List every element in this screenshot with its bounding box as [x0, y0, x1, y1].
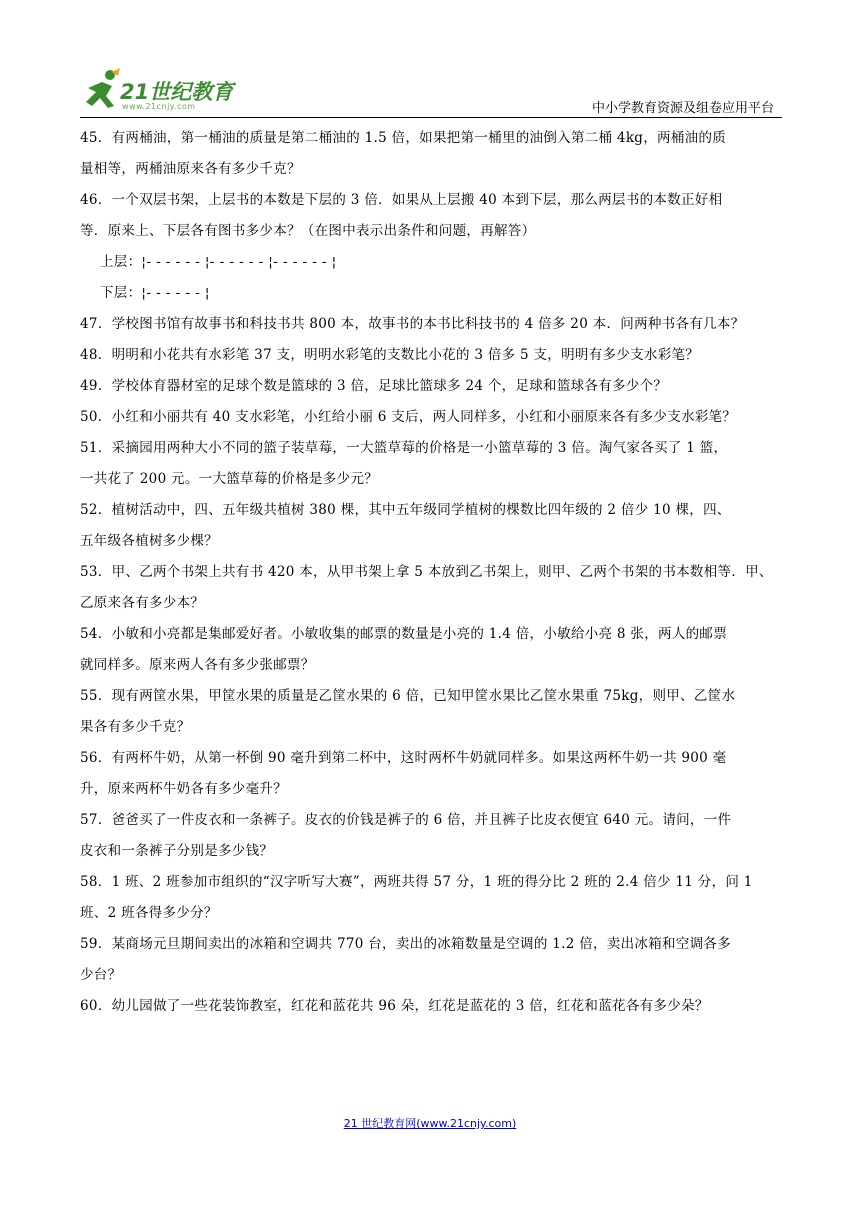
question-line-2: 乙原来各有多少本？: [80, 595, 205, 611]
question-45: [80, 123, 782, 185]
question-line-1: 学校体育器材室的足球个数是篮球的 3 倍，足球比篮球多 24 个，足球和篮球各有多少个？: [111, 378, 668, 394]
header-divider: [80, 117, 782, 118]
question-50: [80, 402, 782, 433]
question-47: [80, 309, 782, 340]
question-line-1: 幼儿园做了一些花装饰教室，红花和蓝花共 96 朵，红花是蓝花的 3 倍，红花和蓝花各有多少朵？: [111, 998, 709, 1014]
logo: [80, 64, 280, 116]
question-number: 57．: [80, 812, 112, 828]
question-56: [80, 743, 782, 805]
diagram-lower-row: [80, 278, 782, 309]
question-49: [80, 371, 782, 402]
question-46: [80, 185, 782, 247]
question-line-2: 皮衣和一条裤子分别是多少钱？: [80, 843, 274, 859]
diagram-lower-bar: ¦- - - - - - ¦: [141, 285, 210, 301]
question-line-2: 一共花了 200 元。一大篮草莓的价格是多少元？: [80, 471, 379, 487]
question-line-1: 某商场元旦期间卖出的冰箱和空调共 770 台，卖出的冰箱数量是空调的 1.2 倍，卖出冰箱和空调各多: [111, 936, 731, 952]
question-line-1: 有两杯牛奶，从第一杯倒 90 毫升到第二杯中，这时两杯牛奶就同样多。如果这两杯牛奶一共 900 毫: [111, 750, 727, 766]
logo-text: 21世纪教育: [120, 80, 234, 104]
question-line-1: 采摘园用两种大小不同的篮子装草莓，一大篮草莓的价格是一小篮草莓的 3 倍。淘气家各买了 1 篮，: [111, 440, 728, 456]
question-57: [80, 805, 782, 867]
question-60: [80, 991, 782, 1022]
question-number: 52．: [80, 502, 112, 518]
diagram-upper-label: 上层：: [100, 254, 142, 270]
question-line-2: 班、2 班各得多少分？: [80, 905, 218, 921]
question-number: 60．: [80, 998, 112, 1014]
question-number: 50．: [80, 409, 112, 425]
diagram-upper-row: [80, 247, 782, 278]
logo-url: www.21cnjy.com: [122, 102, 196, 111]
question-line-1: 甲、乙两个书架上共有书 420 本，从甲书架上拿 5 本放到乙书架上，则甲、乙两个书架的书本数相等．甲、: [111, 564, 773, 580]
question-48: [80, 340, 782, 371]
question-number: 48．: [80, 347, 112, 363]
question-number: 47．: [80, 316, 112, 332]
question-line-2: 升，原来两杯牛奶各有多少毫升？: [80, 781, 287, 797]
question-line-2: 量相等，两桶油原来各有多少千克？: [80, 161, 301, 177]
question-number: 49．: [80, 378, 112, 394]
page-footer: [0, 1112, 860, 1131]
question-line-2: 等．原来上、下层各有图书多少本？（在图中表示出条件和问题，再解答）: [80, 223, 536, 239]
question-line-1: 植树活动中，四、五年级共植树 380 棵，其中五年级同学植树的棵数比四年级的 2 倍少 10 棵，四、: [111, 502, 731, 518]
question-line-1: 1 班、2 班参加市组织的“汉字听写大赛”，两班共得 57 分，1 班的得分比 2 班的 2.4 倍少 11 分，问 1: [111, 874, 753, 890]
question-number: 46．: [80, 192, 112, 208]
question-52: [80, 495, 782, 557]
question-55: [80, 681, 782, 743]
question-number: 56．: [80, 750, 112, 766]
diagram-upper-bar: ¦- - - - - - ¦- - - - - - ¦- - - - - - ¦: [141, 254, 337, 270]
question-line-2: 五年级各植树多少棵？: [80, 533, 218, 549]
question-list: [80, 123, 782, 1022]
question-51: [80, 433, 782, 495]
question-line-1: 小敏和小亮都是集邮爱好者。小敏收集的邮票的数量是小亮的 1.4 倍，小敏给小亮 8 张，两人的邮票: [111, 626, 728, 642]
question-number: 58．: [80, 874, 112, 890]
question-59: [80, 929, 782, 991]
question-line-2: 果各有多少千克？: [80, 719, 191, 735]
question-line-1: 有两桶油，第一桶油的质量是第二桶油的 1.5 倍，如果把第一桶里的油倒入第二桶 4kg，两桶油的质: [111, 130, 727, 146]
question-58: [80, 867, 782, 929]
diagram-lower-label: 下层：: [100, 285, 142, 301]
question-54: [80, 619, 782, 681]
question-number: 45．: [80, 130, 112, 146]
question-line-1: 现有两筐水果，甲筐水果的质量是乙筐水果的 6 倍，已知甲筐水果比乙筐水果重 75kg，则甲、乙筐水: [111, 688, 736, 704]
page-header: [80, 64, 780, 118]
question-line-1: 一个双层书架，上层书的本数是下层的 3 倍．如果从上层搬 40 本到下层，那么两层书的本数正好相: [111, 192, 723, 208]
footer-link[interactable]: 21 世纪教育网(www.21cnjy.com): [343, 1117, 517, 1130]
question-line-1: 爸爸买了一件皮衣和一条裤子。皮衣的价钱是裤子的 6 倍，并且裤子比皮衣便宜 640 元。请问，一件: [111, 812, 732, 828]
question-line-1: 小红和小丽共有 40 支水彩笔，小红给小丽 6 支后，两人同样多，小红和小丽原来各有多少支水彩笔？: [111, 409, 737, 425]
question-number: 59．: [80, 936, 112, 952]
runner-icon: [80, 68, 124, 112]
question-53: [80, 557, 782, 619]
question-number: 54．: [80, 626, 112, 642]
question-number: 51．: [80, 440, 112, 456]
question-line-1: 明明和小花共有水彩笔 37 支，明明水彩笔的支数比小花的 3 倍多 5 支，明明有多少支水彩笔？: [111, 347, 700, 363]
platform-title: 中小学教育资源及组卷应用平台: [591, 101, 774, 116]
question-number: 55．: [80, 688, 112, 704]
question-line-1: 学校图书馆有故事书和科技书共 800 本，故事书的本书比科技书的 4 倍多 20 本．问两种书各有几本？: [111, 316, 745, 332]
question-line-2: 就同样多。原来两人各有多少张邮票？: [80, 657, 315, 673]
question-number: 53．: [80, 564, 112, 580]
question-line-2: 少台？: [80, 967, 122, 983]
